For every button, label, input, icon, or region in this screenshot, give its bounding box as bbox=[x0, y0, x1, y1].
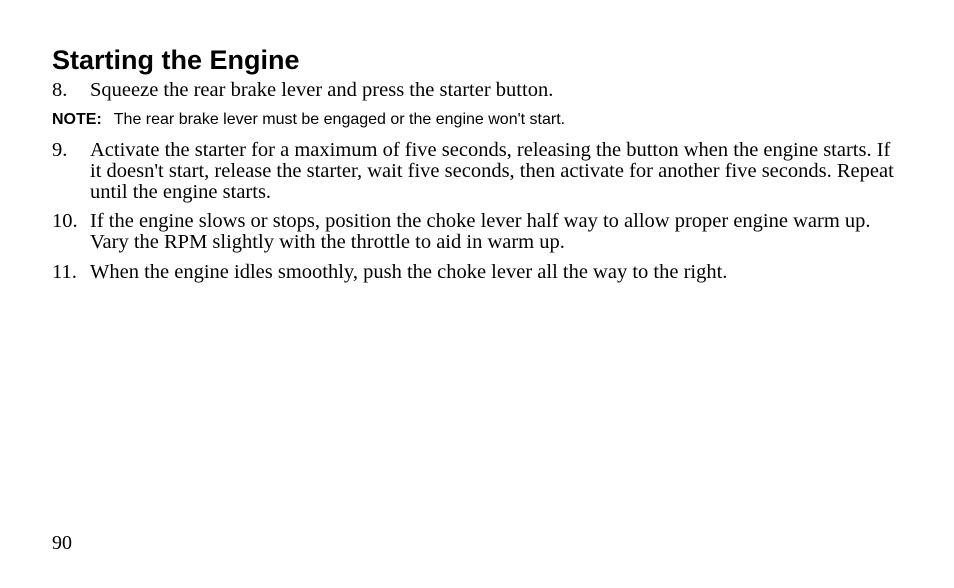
step-number: 11. bbox=[52, 261, 77, 283]
note-label: NOTE: bbox=[52, 111, 102, 128]
step-text: When the engine idles smoothly, push the choke lever all the way to the right. bbox=[90, 261, 728, 283]
step-11 bbox=[52, 262, 902, 283]
page-number: 90 bbox=[52, 532, 72, 554]
step-number: 8. bbox=[52, 79, 68, 101]
step-number: 9. bbox=[52, 139, 68, 161]
note-text: The rear brake lever must be engaged or the engine won't start. bbox=[113, 111, 566, 128]
step-text: Activate the starter for a maximum of five seconds, releasing the button when the engine starts. If it doesn't start, release the starter, wait five seconds, then activate for another five seconds. Repeat until the engine starts. bbox=[90, 139, 894, 203]
step-9 bbox=[52, 140, 902, 203]
section-heading: Starting the Engine bbox=[52, 45, 300, 75]
step-8 bbox=[52, 80, 902, 101]
step-number: 10. bbox=[52, 210, 78, 232]
step-text: If the engine slows or stops, position the choke lever half way to allow proper engine warm up. Vary the RPM slightly with the throttle to aid in warm up. bbox=[90, 210, 871, 253]
note bbox=[52, 110, 565, 130]
step-text: Squeeze the rear brake lever and press the starter button. bbox=[90, 79, 554, 101]
step-10 bbox=[52, 211, 902, 253]
